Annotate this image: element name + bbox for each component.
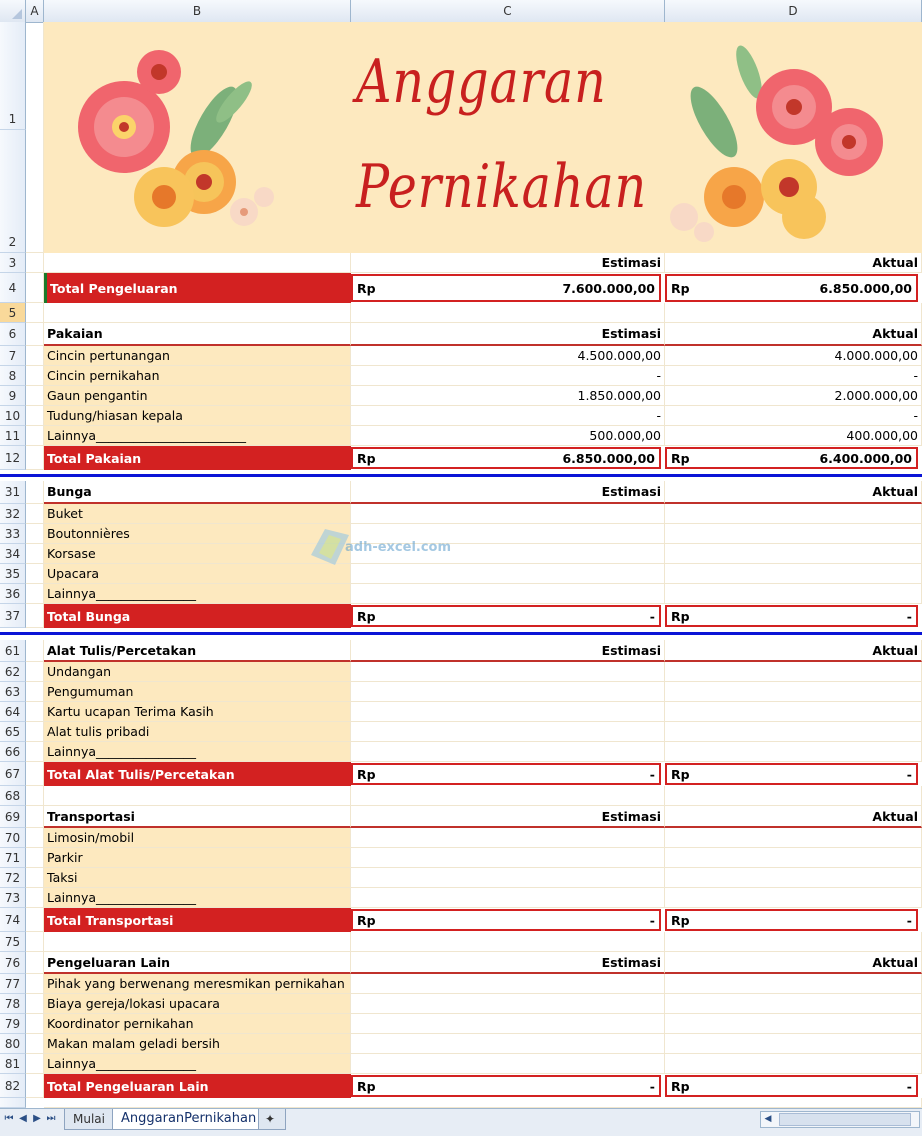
estimasi-header: Estimasi xyxy=(351,323,665,346)
item-label[interactable]: Lainnya________________ xyxy=(44,1054,351,1074)
item-estimasi[interactable]: 500.000,00 xyxy=(351,426,665,446)
item-aktual[interactable] xyxy=(665,1054,922,1074)
banner-title-line2: Pernikahan xyxy=(356,152,648,222)
total-aktual-value: - xyxy=(906,1078,912,1094)
item-label[interactable]: Boutonnières xyxy=(44,524,351,544)
row-header[interactable]: 77 xyxy=(0,974,26,994)
total-estimasi-value: - xyxy=(649,766,655,782)
row-header[interactable]: 37 xyxy=(0,604,26,628)
item-estimasi[interactable] xyxy=(351,742,665,762)
item-estimasi[interactable]: 1.850.000,00 xyxy=(351,386,665,406)
item-estimasi[interactable] xyxy=(351,702,665,722)
row-header[interactable]: 1 xyxy=(0,22,26,130)
total-label: Total Pakaian xyxy=(44,446,351,470)
item-estimasi[interactable] xyxy=(351,584,665,604)
row-header[interactable]: 7 xyxy=(0,346,26,366)
row-header[interactable]: 75 xyxy=(0,932,26,952)
aktual-header: Aktual xyxy=(665,253,922,273)
total-aktual-value: 6.400.000,00 xyxy=(819,450,912,466)
row-header[interactable]: 31 xyxy=(0,481,26,504)
cell-a[interactable] xyxy=(26,22,44,253)
pane-split-divider xyxy=(0,474,922,477)
total-pengeluaran-label: Total Pengeluaran xyxy=(44,273,351,303)
total-estimasi-box[interactable] xyxy=(351,763,661,785)
horizontal-scrollbar[interactable] xyxy=(760,1111,920,1128)
total-label: Total Bunga xyxy=(44,604,351,628)
cell-a[interactable] xyxy=(26,323,44,346)
row-header[interactable]: 71 xyxy=(0,848,26,868)
row-header[interactable]: 11 xyxy=(0,426,26,446)
item-aktual[interactable]: 4.000.000,00 xyxy=(665,346,922,366)
total-estimasi-value: - xyxy=(649,608,655,624)
total-aktual-box[interactable] xyxy=(665,447,918,469)
item-label[interactable]: Korsase xyxy=(44,544,351,564)
item-aktual[interactable] xyxy=(665,524,922,544)
aktual-header: Aktual xyxy=(665,640,922,662)
row-header[interactable]: 4 xyxy=(0,273,26,303)
row-header[interactable]: 74 xyxy=(0,908,26,932)
item-label[interactable]: Kartu ucapan Terima Kasih xyxy=(44,702,351,722)
item-label[interactable]: Lainnya________________ xyxy=(44,888,351,908)
row-header[interactable]: 69 xyxy=(0,806,26,828)
total-pengeluaran-aktual-box[interactable] xyxy=(665,274,918,302)
estimasi-header: Estimasi xyxy=(351,640,665,662)
empty-cell[interactable] xyxy=(665,786,922,806)
item-aktual[interactable]: - xyxy=(665,366,922,386)
row-header[interactable]: 2 xyxy=(0,130,26,253)
item-estimasi[interactable] xyxy=(351,868,665,888)
item-aktual[interactable] xyxy=(665,702,922,722)
total-label: Total Transportasi xyxy=(44,908,351,932)
estimasi-header: Estimasi xyxy=(351,481,665,504)
item-label[interactable]: Koordinator pernikahan xyxy=(44,1014,351,1034)
total-estimasi-value: - xyxy=(649,912,655,928)
item-aktual[interactable] xyxy=(665,544,922,564)
total-label: Total Alat Tulis/Percetakan xyxy=(44,762,351,786)
row-header[interactable]: 12 xyxy=(0,446,26,470)
item-estimasi[interactable] xyxy=(351,888,665,908)
cell-a[interactable] xyxy=(26,662,44,682)
empty-cell[interactable] xyxy=(351,786,665,806)
item-aktual[interactable] xyxy=(665,1034,922,1054)
row-header[interactable]: 35 xyxy=(0,564,26,584)
row-header[interactable]: 10 xyxy=(0,406,26,426)
row-header[interactable]: 33 xyxy=(0,524,26,544)
empty-cell[interactable] xyxy=(44,253,351,273)
row-header[interactable]: 36 xyxy=(0,584,26,604)
currency-label: Rp xyxy=(671,450,690,466)
cell-a[interactable] xyxy=(26,908,44,932)
flower-bouquet-left-image xyxy=(64,32,294,247)
item-label[interactable]: Undangan xyxy=(44,662,351,682)
total-pengeluaran-estimasi-value: 7.600.000,00 xyxy=(562,280,655,296)
item-aktual[interactable] xyxy=(665,584,922,604)
total-estimasi-box[interactable] xyxy=(351,1075,661,1097)
item-aktual[interactable] xyxy=(665,994,922,1014)
cell-a[interactable] xyxy=(26,426,44,446)
row-header[interactable]: 64 xyxy=(0,702,26,722)
row-header[interactable]: 80 xyxy=(0,1034,26,1054)
item-label[interactable]: Cincin pernikahan xyxy=(44,366,351,386)
item-estimasi[interactable] xyxy=(351,974,665,994)
cell-a[interactable] xyxy=(26,702,44,722)
item-aktual[interactable]: 2.000.000,00 xyxy=(665,386,922,406)
row-header[interactable]: 78 xyxy=(0,994,26,1014)
currency-label: Rp xyxy=(357,1078,376,1094)
item-label[interactable]: Lainnya________________ xyxy=(44,584,351,604)
row-header[interactable]: 72 xyxy=(0,868,26,888)
item-estimasi[interactable] xyxy=(351,682,665,702)
section-title: Bunga xyxy=(44,481,351,504)
row-header[interactable]: 73 xyxy=(0,888,26,908)
currency-label: Rp xyxy=(671,912,690,928)
total-estimasi-box[interactable] xyxy=(351,909,661,931)
item-estimasi[interactable] xyxy=(351,1034,665,1054)
watermark xyxy=(305,525,451,569)
item-aktual[interactable] xyxy=(665,722,922,742)
select-all-corner[interactable] xyxy=(0,0,26,22)
section-title: Alat Tulis/Percetakan xyxy=(44,640,351,662)
currency-label: Rp xyxy=(671,280,690,296)
item-aktual[interactable] xyxy=(665,742,922,762)
aktual-header: Aktual xyxy=(665,806,922,828)
cell-a[interactable] xyxy=(26,584,44,604)
item-aktual[interactable] xyxy=(665,564,922,584)
aktual-header: Aktual xyxy=(665,952,922,974)
total-aktual-box[interactable] xyxy=(665,605,918,627)
row-header[interactable]: 63 xyxy=(0,682,26,702)
item-aktual[interactable] xyxy=(665,888,922,908)
section-title: Pengeluaran Lain xyxy=(44,952,351,974)
cell-a[interactable] xyxy=(26,828,44,848)
total-aktual-value: - xyxy=(906,912,912,928)
item-label[interactable]: Alat tulis pribadi xyxy=(44,722,351,742)
sheet-tab-mulai[interactable]: Mulai xyxy=(64,1109,114,1130)
total-estimasi-value: 6.850.000,00 xyxy=(562,450,655,466)
scroll-left-icon[interactable]: ◀ xyxy=(764,1114,772,1124)
cell-a[interactable] xyxy=(26,386,44,406)
currency-label: Rp xyxy=(671,766,690,782)
item-aktual[interactable] xyxy=(665,868,922,888)
cell-a[interactable] xyxy=(26,346,44,366)
aktual-header: Aktual xyxy=(665,481,922,504)
item-label[interactable]: Pihak yang berwenang meresmikan pernikahan xyxy=(44,974,351,994)
row-header[interactable]: 32 xyxy=(0,504,26,524)
row-header[interactable]: 65 xyxy=(0,722,26,742)
item-aktual[interactable] xyxy=(665,1014,922,1034)
item-estimasi[interactable] xyxy=(351,662,665,682)
currency-label: Rp xyxy=(671,1078,690,1094)
sheet-tab-anggaran[interactable]: AnggaranPernikahan xyxy=(112,1109,265,1130)
item-aktual[interactable] xyxy=(665,662,922,682)
cell-a[interactable] xyxy=(26,273,44,303)
total-aktual-box[interactable] xyxy=(665,763,918,785)
watermark-text: adh-excel.com xyxy=(345,539,452,555)
row-header[interactable]: 5 xyxy=(0,303,26,323)
cell-a[interactable] xyxy=(26,1034,44,1054)
row-header[interactable]: 79 xyxy=(0,1014,26,1034)
empty-cell[interactable] xyxy=(665,932,922,952)
cell-a[interactable] xyxy=(26,952,44,974)
banner-title-line1: Anggaran xyxy=(356,47,607,117)
cell-a[interactable] xyxy=(26,682,44,702)
item-label[interactable]: Parkir xyxy=(44,848,351,868)
item-label[interactable]: Lainnya________________________ xyxy=(44,426,351,446)
cell-a[interactable] xyxy=(26,446,44,470)
cell-a[interactable] xyxy=(26,786,44,806)
col-header-b[interactable]: B xyxy=(44,0,351,22)
row-header[interactable]: 82 xyxy=(0,1074,26,1098)
cell-a[interactable] xyxy=(26,1074,44,1098)
cell-a[interactable] xyxy=(26,564,44,584)
sheet-tab-bar xyxy=(0,1108,922,1136)
cell-a[interactable] xyxy=(26,868,44,888)
currency-label: Rp xyxy=(357,766,376,782)
item-aktual[interactable] xyxy=(665,848,922,868)
empty-cell[interactable] xyxy=(44,303,351,323)
row-header[interactable]: 66 xyxy=(0,742,26,762)
insert-sheet-icon[interactable]: ✦ xyxy=(258,1109,286,1130)
item-aktual[interactable] xyxy=(665,828,922,848)
item-aktual[interactable] xyxy=(665,974,922,994)
item-estimasi[interactable] xyxy=(351,848,665,868)
item-label[interactable]: Cincin pertunangan xyxy=(44,346,351,366)
total-aktual-value: - xyxy=(906,766,912,782)
aktual-header: Aktual xyxy=(665,323,922,346)
cell-a[interactable] xyxy=(26,604,44,628)
empty-cell[interactable] xyxy=(44,932,351,952)
currency-label: Rp xyxy=(671,608,690,624)
row-header[interactable]: 9 xyxy=(0,386,26,406)
item-label[interactable]: Limosin/mobil xyxy=(44,828,351,848)
cell-a[interactable] xyxy=(26,994,44,1014)
item-label[interactable]: Buket xyxy=(44,504,351,524)
banner xyxy=(44,22,922,253)
row-header[interactable]: 8 xyxy=(0,366,26,386)
cell-a[interactable] xyxy=(26,481,44,504)
empty-cell[interactable] xyxy=(44,1098,922,1108)
cell-a[interactable] xyxy=(26,888,44,908)
item-label[interactable]: Gaun pengantin xyxy=(44,386,351,406)
item-label[interactable]: Tudung/hiasan kepala xyxy=(44,406,351,426)
cell-a[interactable] xyxy=(26,1014,44,1034)
item-estimasi[interactable]: 4.500.000,00 xyxy=(351,346,665,366)
item-aktual[interactable] xyxy=(665,504,922,524)
first-sheet-icon[interactable]: ⏮ xyxy=(4,1113,14,1124)
cell-a[interactable] xyxy=(26,303,44,323)
row-header[interactable]: 68 xyxy=(0,786,26,806)
currency-label: Rp xyxy=(357,608,376,624)
total-pengeluaran-estimasi-box[interactable] xyxy=(351,274,661,302)
cell-a[interactable] xyxy=(26,848,44,868)
cell-a[interactable] xyxy=(26,544,44,564)
item-label[interactable]: Pengumuman xyxy=(44,682,351,702)
cell-a[interactable] xyxy=(26,524,44,544)
item-aktual[interactable] xyxy=(665,682,922,702)
item-label[interactable]: Upacara xyxy=(44,564,351,584)
total-estimasi-box[interactable] xyxy=(351,447,661,469)
scrollbar-thumb[interactable] xyxy=(779,1113,911,1126)
currency-label: Rp xyxy=(357,450,376,466)
item-estimasi[interactable] xyxy=(351,828,665,848)
row-header[interactable]: 62 xyxy=(0,662,26,682)
empty-cell[interactable] xyxy=(44,786,351,806)
last-sheet-icon[interactable]: ⏭ xyxy=(46,1113,56,1124)
row-header[interactable]: 6 xyxy=(0,323,26,346)
column-header-bar xyxy=(0,0,922,23)
flower-bouquet-right-image xyxy=(654,32,914,252)
row-header[interactable]: 76 xyxy=(0,952,26,974)
total-aktual-box[interactable] xyxy=(665,1075,918,1097)
currency-label: Rp xyxy=(357,280,376,296)
section-title: Pakaian xyxy=(44,323,351,346)
cell-a[interactable] xyxy=(26,974,44,994)
empty-cell[interactable] xyxy=(351,303,665,323)
row-header[interactable]: 81 xyxy=(0,1054,26,1074)
item-estimasi[interactable] xyxy=(351,994,665,1014)
item-label[interactable]: Makan malam geladi bersih xyxy=(44,1034,351,1054)
prev-sheet-icon[interactable]: ◀ xyxy=(19,1113,27,1124)
cell-a[interactable] xyxy=(26,504,44,524)
row-header[interactable]: 61 xyxy=(0,640,26,662)
total-estimasi-value: - xyxy=(649,1078,655,1094)
col-header-c[interactable]: C xyxy=(351,0,665,22)
row-header[interactable]: 67 xyxy=(0,762,26,786)
cell-a[interactable] xyxy=(26,742,44,762)
total-pengeluaran-aktual-value: 6.850.000,00 xyxy=(819,280,912,296)
row-header[interactable]: 3 xyxy=(0,253,26,273)
cell-a[interactable] xyxy=(26,253,44,273)
row-header[interactable]: 34 xyxy=(0,544,26,564)
item-estimasi[interactable] xyxy=(351,504,665,524)
cell-a[interactable] xyxy=(26,1054,44,1074)
row-header-partial xyxy=(0,1098,26,1108)
estimasi-header: Estimasi xyxy=(351,952,665,974)
cell-a[interactable] xyxy=(26,366,44,386)
total-estimasi-box[interactable] xyxy=(351,605,661,627)
item-aktual[interactable]: - xyxy=(665,406,922,426)
estimasi-header: Estimasi xyxy=(351,253,665,273)
item-estimasi[interactable] xyxy=(351,722,665,742)
total-aktual-value: - xyxy=(906,608,912,624)
pane-split-divider xyxy=(0,632,922,635)
item-label[interactable]: Biaya gereja/lokasi upacara xyxy=(44,994,351,1014)
item-label[interactable]: Taksi xyxy=(44,868,351,888)
cell-a[interactable] xyxy=(26,406,44,426)
empty-cell[interactable] xyxy=(665,303,922,323)
estimasi-header: Estimasi xyxy=(351,806,665,828)
cell-a[interactable] xyxy=(26,640,44,662)
cell-a[interactable] xyxy=(26,762,44,786)
cell-a[interactable] xyxy=(26,806,44,828)
item-estimasi[interactable]: - xyxy=(351,406,665,426)
item-estimasi[interactable] xyxy=(351,1014,665,1034)
item-aktual[interactable]: 400.000,00 xyxy=(665,426,922,446)
total-aktual-box[interactable] xyxy=(665,909,918,931)
total-label: Total Pengeluaran Lain xyxy=(44,1074,351,1098)
row-header[interactable]: 70 xyxy=(0,828,26,848)
empty-cell[interactable] xyxy=(351,932,665,952)
item-estimasi[interactable]: - xyxy=(351,366,665,386)
col-header-d[interactable]: D xyxy=(665,0,922,22)
col-header-a[interactable]: A xyxy=(26,0,44,22)
cell-a[interactable] xyxy=(26,722,44,742)
cell-a[interactable] xyxy=(26,932,44,952)
item-estimasi[interactable] xyxy=(351,1054,665,1074)
currency-label: Rp xyxy=(357,912,376,928)
section-title: Transportasi xyxy=(44,806,351,828)
item-label[interactable]: Lainnya________________ xyxy=(44,742,351,762)
next-sheet-icon[interactable]: ▶ xyxy=(33,1113,41,1124)
